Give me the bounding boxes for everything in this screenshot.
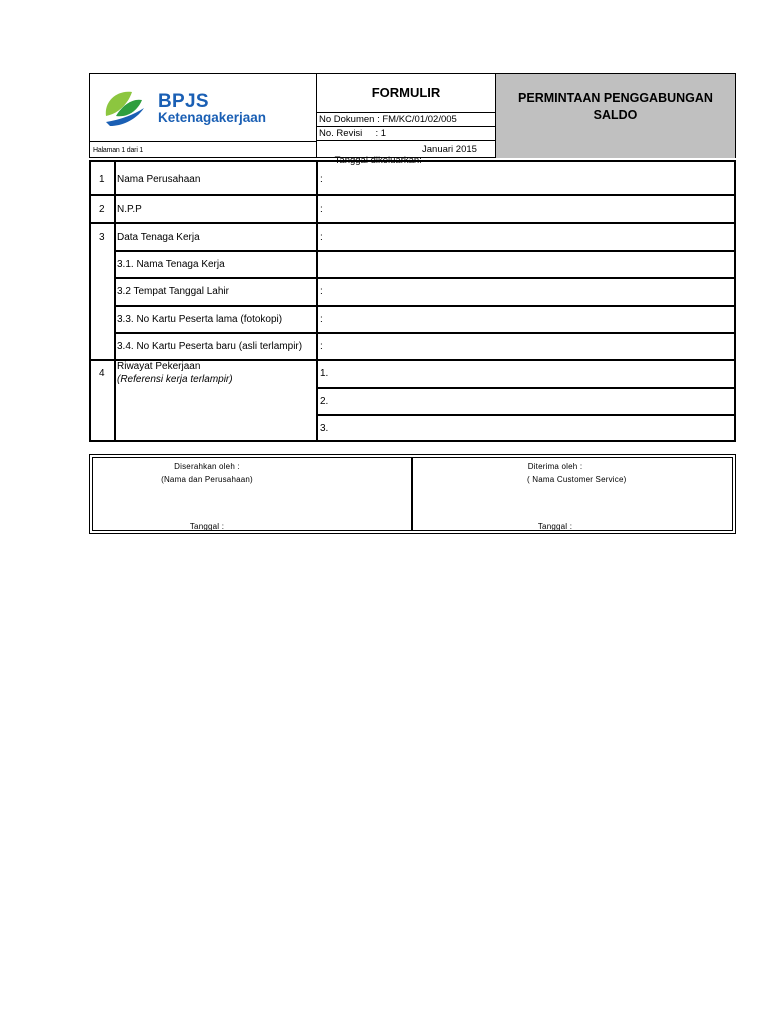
field-input-npp[interactable]: :: [320, 204, 323, 215]
form-title: [495, 74, 735, 158]
field-input-riwayat-1[interactable]: 1.: [320, 368, 329, 379]
row-divider: [114, 250, 734, 252]
row-divider: [91, 222, 734, 224]
row-number: 4: [99, 368, 105, 379]
row-divider: [316, 414, 734, 416]
field-sublabel-referensi: (Referensi kerja terlampir): [117, 374, 233, 385]
signature-box: [89, 454, 736, 534]
no-dokumen: No Dokumen : FM/KC/01/02/005: [317, 112, 495, 126]
diserahkan-sub: (Nama dan Perusahaan): [161, 475, 253, 484]
row-divider: [114, 305, 734, 307]
row-number: 3: [99, 232, 105, 243]
tanggal-label: Tanggal dikeluarkan:: [334, 155, 422, 166]
diserahkan-tanggal: Tanggal :: [189, 522, 225, 531]
diterima-label: Diterima oleh :: [527, 462, 583, 471]
form-header: [89, 73, 736, 166]
field-label-kartu-baru: 3.4. No Kartu Peserta baru (asli terlampir): [117, 341, 303, 352]
form-table: [89, 160, 736, 442]
row-divider: [114, 277, 734, 279]
field-label-data-tenaga-kerja: Data Tenaga Kerja: [117, 232, 200, 243]
field-input-tempat-tanggal-lahir[interactable]: :: [320, 286, 323, 297]
col-divider-value: [316, 162, 318, 440]
row-divider: [114, 332, 734, 334]
row-number: 2: [99, 204, 105, 215]
diserahkan-label: Diserahkan oleh :: [174, 462, 240, 471]
logo-area: [90, 74, 317, 141]
halaman-label: Halaman 1 dari 1: [90, 141, 317, 158]
signature-divider: [411, 457, 413, 531]
form-meta: [316, 74, 495, 166]
title-line-1: PERMINTAAN PENGGABUNGAN: [518, 91, 713, 105]
title-line-2: SALDO: [593, 108, 638, 122]
field-input-nama-tenaga-kerja[interactable]: [320, 259, 730, 273]
field-label-tempat-tanggal-lahir: 3.2 Tempat Tanggal Lahir: [117, 286, 229, 297]
row-divider: [316, 387, 734, 389]
field-label-kartu-lama: 3.3. No Kartu Peserta lama (fotokopi): [117, 314, 283, 325]
bpjs-logo-icon: [102, 86, 152, 130]
tanggal-dikeluarkan: [317, 140, 495, 166]
diterima-tanggal: Tanggal :: [537, 522, 573, 531]
logo-subtitle: Ketenagakerjaan: [158, 110, 267, 125]
field-label-riwayat-pekerjaan: Riwayat Pekerjaan: [117, 361, 201, 372]
field-label-nama-tenaga-kerja: 3.1. Nama Tenaga Kerja: [117, 259, 225, 270]
field-input-riwayat-3[interactable]: 3.: [320, 423, 329, 434]
logo-brand: BPJS: [158, 91, 209, 112]
field-input-riwayat-2[interactable]: 2.: [320, 396, 329, 407]
field-input-kartu-lama[interactable]: :: [320, 314, 323, 325]
no-revisi: No. Revisi : 1: [317, 126, 495, 140]
signature-inner: [92, 457, 733, 531]
form-type: FORMULIR: [371, 85, 441, 100]
field-label-nama-perusahaan: Nama Perusahaan: [117, 174, 201, 185]
row-number: 1: [99, 174, 105, 185]
field-label-npp: N.P.P: [117, 204, 142, 215]
col-divider-num: [114, 162, 116, 440]
field-input-data-tenaga-kerja[interactable]: :: [320, 232, 323, 243]
field-input-nama-perusahaan[interactable]: :: [320, 174, 323, 185]
diterima-sub: ( Nama Customer Service): [527, 475, 627, 484]
tanggal-value: Januari 2015: [422, 144, 477, 155]
row-divider: [91, 194, 734, 196]
field-input-kartu-baru[interactable]: :: [320, 341, 323, 352]
